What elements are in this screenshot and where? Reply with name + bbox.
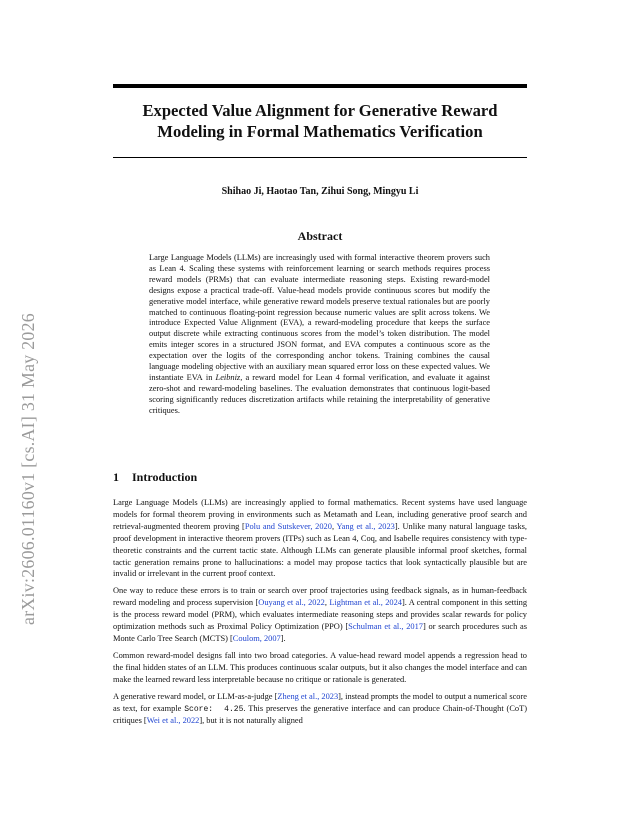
abstract-text: in xyxy=(202,372,216,382)
paragraph-text: , xyxy=(324,598,330,608)
title-top-rule xyxy=(113,84,527,88)
section-heading-introduction xyxy=(113,470,197,485)
paragraph-text: A generative reward model, or LLM-as-a-judge [ xyxy=(113,691,278,701)
paragraph-text: ]. Unlike many natural language tasks, proof development in interactive theorem provers (ITPs) such as Lean 4, Coq, and Isabelle requires consistency with type-theoretic constraints and the current tactic state. Although LLMs can generate plausible informal proof sketches, formal tactic generation remains prone to hallucinations: a model may propose tactics that look syntactically plausible but are invalid or irrelevant in the current proof context. xyxy=(113,521,527,579)
abstract-text: , a reward model for Lean 4 formal verification, and evaluate it against zero-shot and reward-modeling baselines. The evaluation demonstrates that continuous logit-based scoring significantly reduces discretization artifacts while retaining the interpretability of generative critiques. xyxy=(149,372,491,415)
title-bottom-rule xyxy=(113,157,527,158)
paragraph xyxy=(113,497,527,580)
paragraph-text: Large Language Models (LLMs) are increasingly applied to formal mathematics. Recent systems have used language models for formal theorem proving in environments such as Metamath and Lean, including generative proof search and retrieval-augmented theorem proving [ xyxy=(113,498,527,531)
citation-link[interactable]: Lightman et al., 2024 xyxy=(329,598,402,608)
paragraph-text: . This preserves the generative interface and can produce Chain-of-Thought (CoT) critiques [ xyxy=(113,703,527,726)
paper-title-line-2: Modeling in Formal Mathematics Verification xyxy=(157,122,483,141)
section-title: Introduction xyxy=(132,470,198,484)
abstract-leibniz-name: Leibniz xyxy=(215,372,241,382)
citation-link[interactable]: Wei et al., 2022 xyxy=(146,716,200,726)
paragraph-text: , xyxy=(331,521,337,531)
paragraph-text: ]. xyxy=(280,633,286,643)
abstract-text: Large Language Models (LLMs) are increasingly used with formal interactive theorem provers such as Lean 4. Scaling these systems with reinforcement learning or search methods requires process reward models (PRMs) that can evaluate intermediate reasoning steps. Existing reward-model designs expose a practical trade-off. Value-head models provide continuous scores but modify the generative model interface, while generative reward models preserve textual rationales but are poorly matched to continuous floating-point regression because numeric values are split across tokens. We introduce Expected Value Alignment (EVA), a reward-modeling procedure that keeps the surface output discrete while extracting continuous scores from the model’s token distribution. The model emits integer scores in a structured JSON format, and EVA computes a continuous score as the expectation over the logits of the corresponding anchor tokens. Training combines the causal language modeling objective with an auxiliary mean squared error loss on these expected values. We instantiate xyxy=(149,253,490,382)
abstract-body xyxy=(149,253,490,417)
arxiv-identifier-stamp: arXiv:2606.01160v1 [cs.AI] 31 May 2026 xyxy=(18,313,38,625)
citation-link[interactable]: Polu and Sutskever, 2020 xyxy=(244,521,332,531)
citation-link[interactable]: Yang et al., 2023 xyxy=(336,521,395,531)
paragraph-text: One way to reduce these errors is to train or search over proof trajectories using feedback signals, as in human-feedback reward modeling and process supervision [ xyxy=(113,586,527,608)
introduction-body xyxy=(113,497,527,732)
abstract-heading: Abstract xyxy=(297,229,343,243)
paragraph xyxy=(113,585,527,645)
paper-title-line-1: Expected Value Alignment for Generative Reward xyxy=(142,101,498,120)
citation-link[interactable]: Zheng et al., 2023 xyxy=(277,691,339,701)
paragraph-text: ]. A central component in this setting is the process reward model (PRM), which evaluates intermediate reasoning steps and provides scalar rewards for policy optimization methods such as Proximal Policy Optimization (PPO) [ xyxy=(113,598,528,632)
paragraph-text: ], but it is not naturally aligned xyxy=(199,716,303,726)
citation-link[interactable]: Coulom, 2007 xyxy=(232,633,281,643)
paragraph-text: ] or search procedures such as Monte Carlo Tree Search (MCTS) [ xyxy=(113,622,527,643)
paragraph xyxy=(113,691,527,728)
author-list: Shihao Ji, Haotao Tan, Zihui Song, Mingyu Li xyxy=(221,186,419,197)
paper-title xyxy=(113,100,527,142)
abstract-eva-name: EVA xyxy=(186,372,203,382)
paragraph: Common reward-model designs fall into two broad categories. A value-head reward model appends a regression head to the final hidden states of an LLM. This produces continuous scalar outputs, but it also changes the model interface and can make the learned reward less interpretable because no critique or rationale is generated. xyxy=(113,650,527,684)
inline-code: Score: 4.25 xyxy=(184,704,244,714)
paragraph-text: ], instead prompts the model to output a numerical score as text, for example xyxy=(113,691,528,713)
citation-link[interactable]: Ouyang et al., 2022 xyxy=(258,598,325,608)
citation-link[interactable]: Schulman et al., 2017 xyxy=(348,622,423,632)
section-number: 1 xyxy=(113,470,119,484)
